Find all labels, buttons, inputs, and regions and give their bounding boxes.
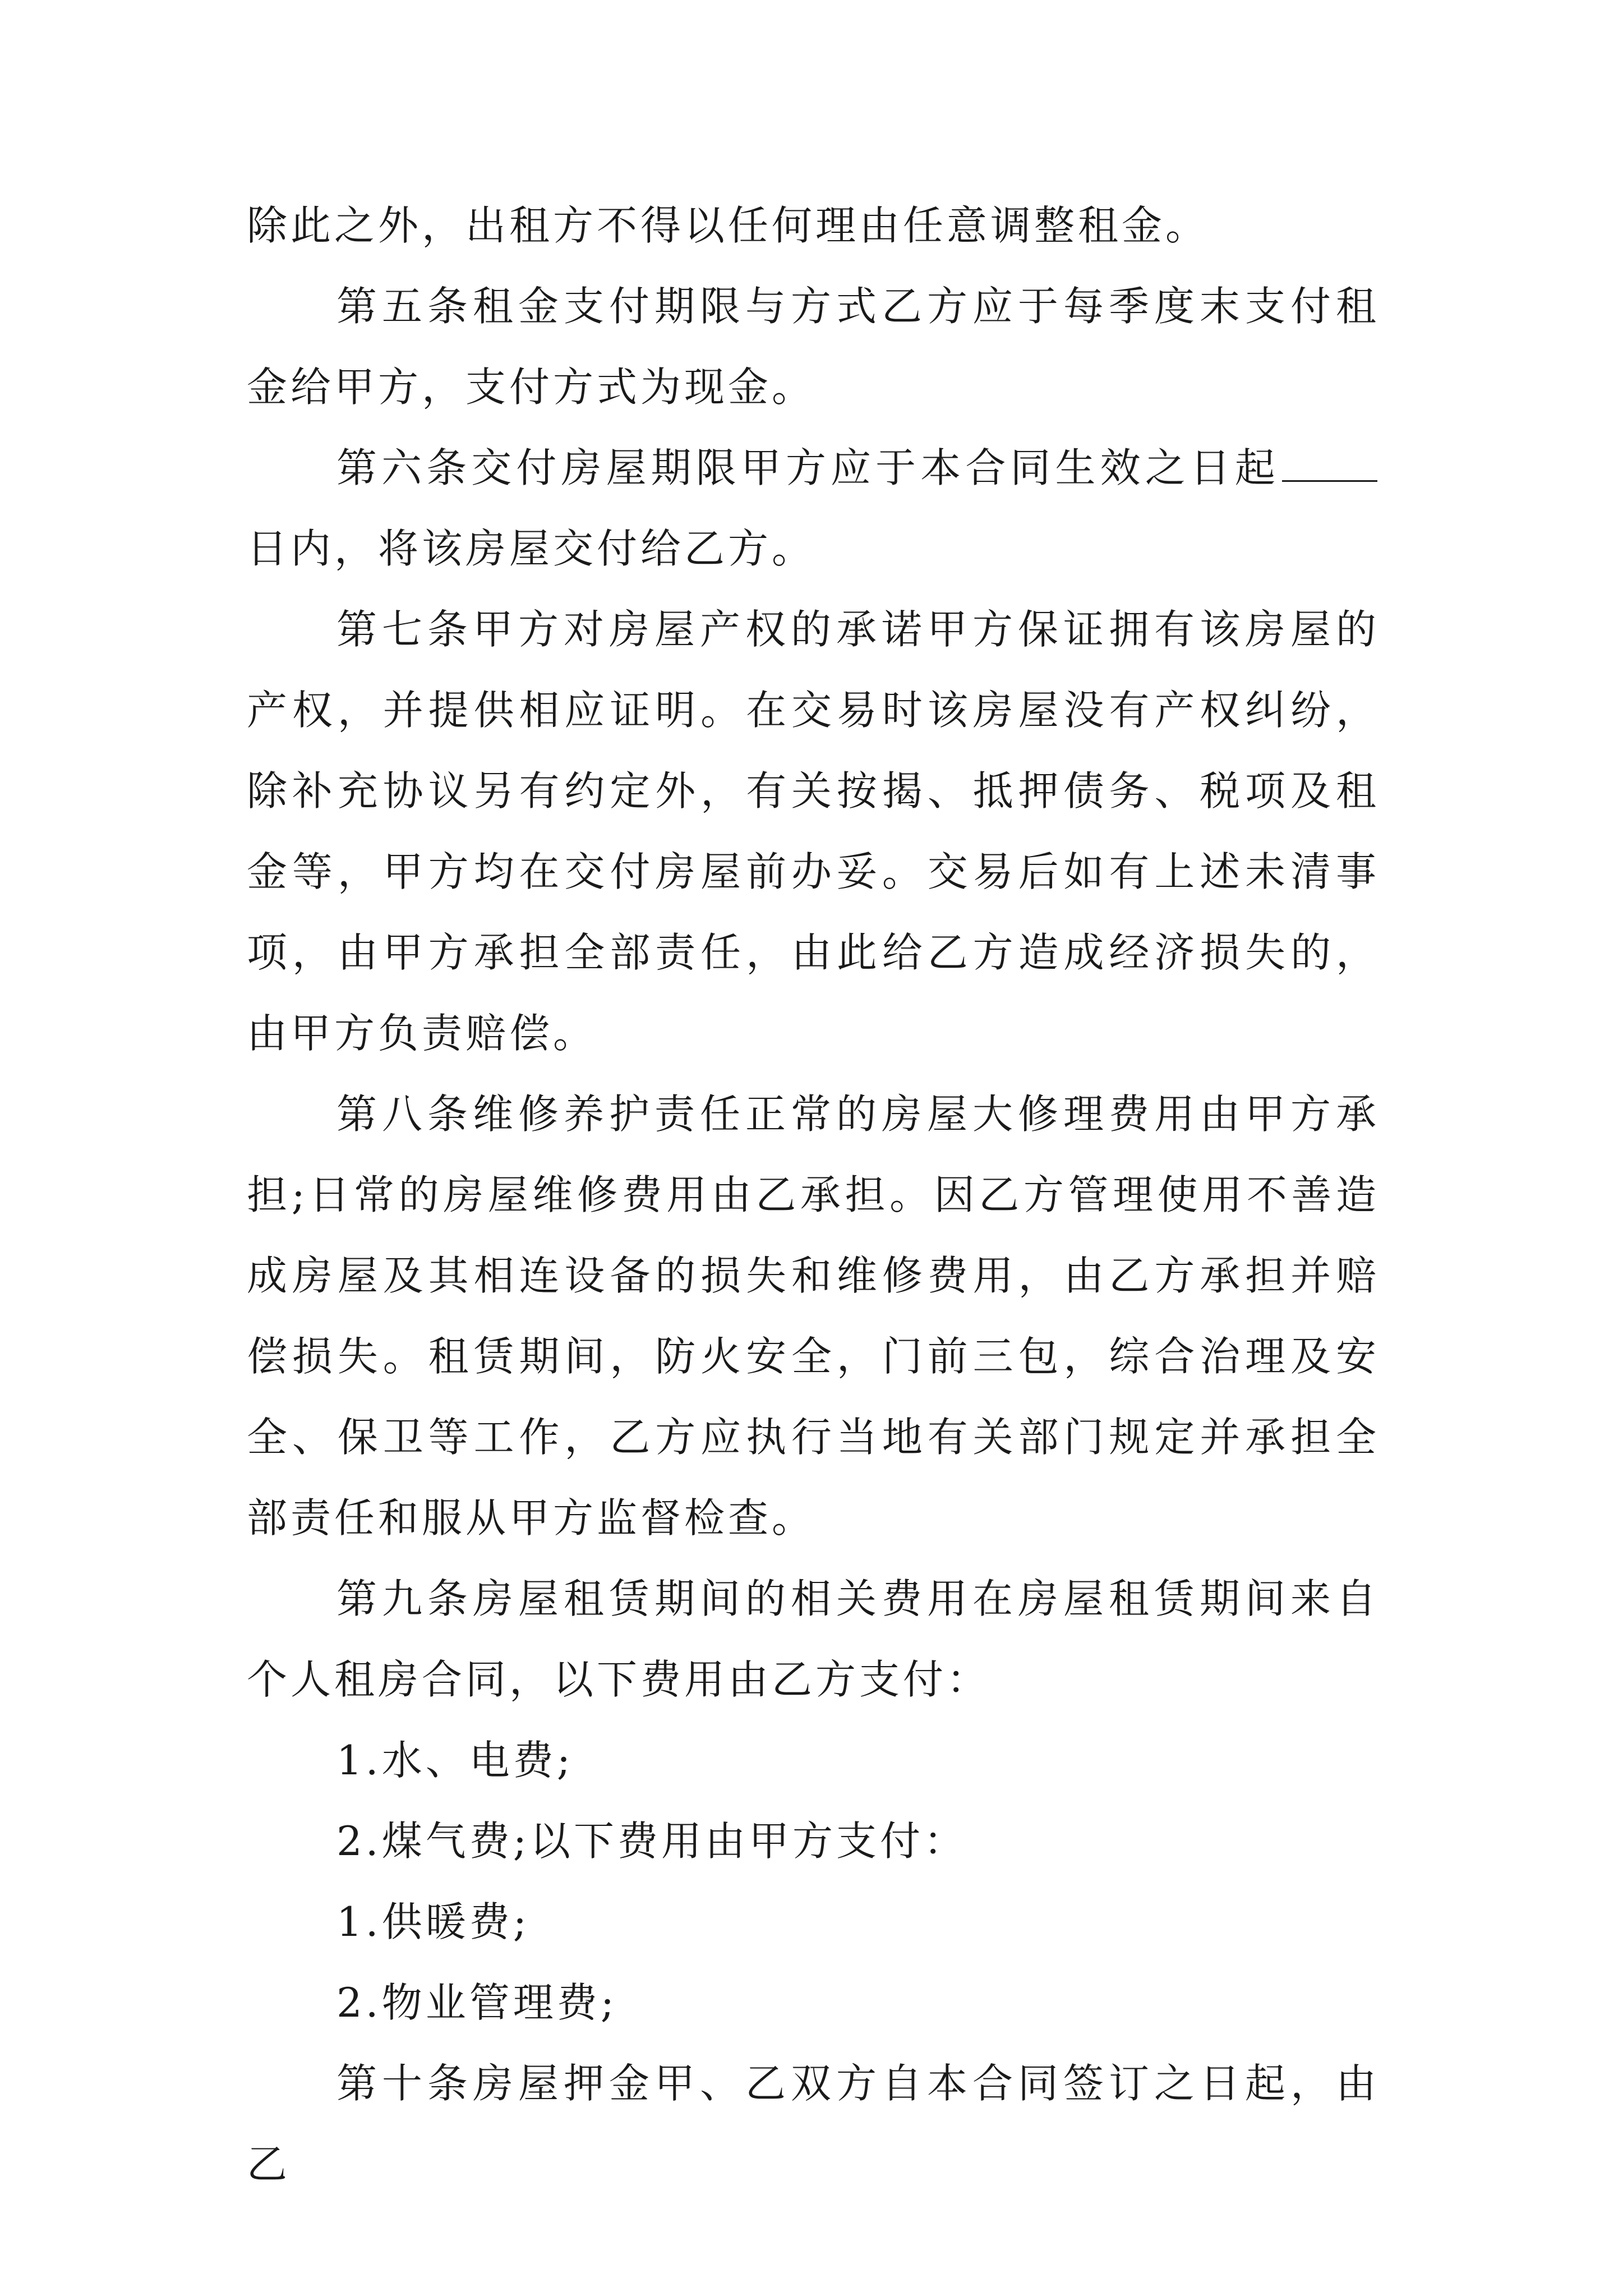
list-item-water-electricity: 1.水、电费; <box>336 1737 574 1784</box>
document-body <box>247 185 1380 2205</box>
paragraph-article-9: 第九条房屋租赁期间的相关费用在房屋租赁期间来自个人租房合同，以下费用由乙方支付： <box>247 1575 1380 1703</box>
paragraph-article-6 <box>247 427 1380 589</box>
list-item-gas: 2.煤气费;以下费用由甲方支付： <box>336 1818 967 1865</box>
article-6-text-before: 第六条交付房屋期限甲方应于本合同生效之日起 <box>336 444 1280 491</box>
fill-in-blank-days <box>1282 447 1377 482</box>
paragraph-rent-adjustment: 除此之外，出租方不得以任何理由任意调整租金。 <box>247 202 1210 249</box>
paragraph-article-8: 第八条维修养护责任正常的房屋大修理费用由甲方承担;日常的房屋维修费用由乙承担。因乙方管理使用不善造成房屋及其相连设备的损失和维修费用，由乙方承担并赔偿损失。租赁期间，防火安全，门前三包，综合治理及安全、保卫等工作，乙方应执行当地有关部门规定并承担全部责任和服从甲方监督检查。 <box>247 1091 1380 1542</box>
list-item-property-management: 2.物业管理费; <box>336 1979 617 2026</box>
article-6-text-after: 日内，将该房屋交付给乙方。 <box>247 525 816 572</box>
paragraph-article-10: 第十条房屋押金甲、乙双方自本合同签订之日起，由乙 <box>247 2060 1380 2188</box>
list-item-heating: 1.供暖费; <box>336 1898 530 1945</box>
paragraph-article-5: 第五条租金支付期限与方式乙方应于每季度末支付租金给甲方，支付方式为现金。 <box>247 283 1380 411</box>
paragraph-article-7: 第七条甲方对房屋产权的承诺甲方保证拥有该房屋的产权，并提供相应证明。在交易时该房屋没有产权纠纷，除补充协议另有约定外，有关按揭、抵押债务、税项及租金等，甲方均在交付房屋前办妥。交易后如有上述未清事项，由甲方承担全部责任，由此给乙方造成经济损失的，由甲方负责赔偿。 <box>247 606 1380 1057</box>
